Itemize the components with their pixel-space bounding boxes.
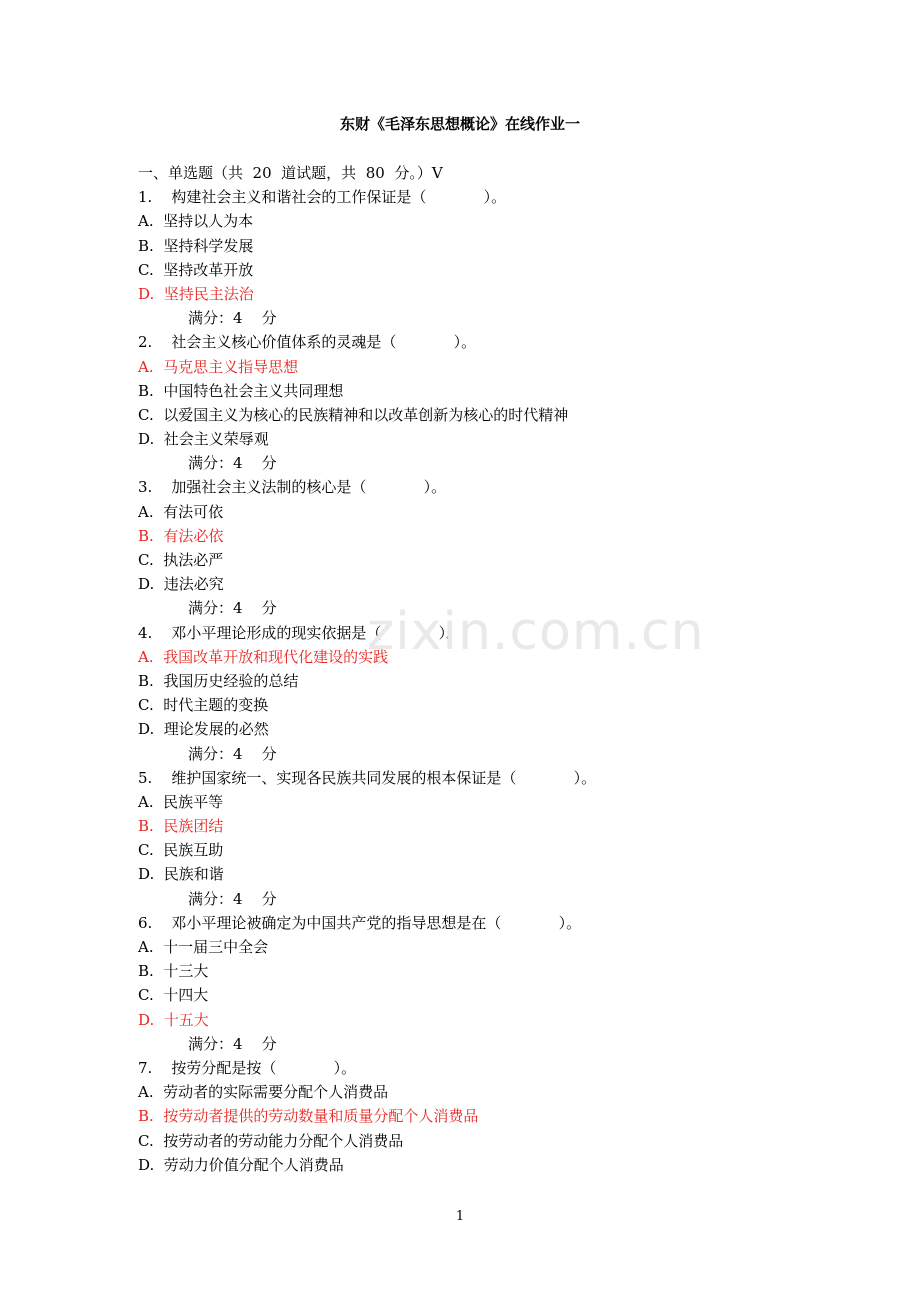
option: B. 十三大 [138,962,209,981]
question-block [138,766,778,911]
question-block [138,911,778,1056]
option: B. 坚持科学发展 [138,236,254,255]
question-stem: 6. 邓小平理论被确定为中国共产党的指导思想是在（ ）。 [138,913,582,932]
option: C. 坚持改革开放 [138,260,254,279]
question-block [138,475,778,620]
question-list [138,161,778,1177]
question-block [138,330,778,475]
score-line: 满分：4 分 [188,309,277,328]
question-stem: 5. 维护国家统一、实现各民族共同发展的根本保证是（ ）。 [138,768,597,787]
question-stem: 7. 按劳分配是按（ ）。 [138,1058,357,1077]
score-line: 满分：4 分 [188,1034,277,1053]
question-stem: 1. 构建社会主义和谐社会的工作保证是（ ）。 [138,188,507,207]
option: C. 以爱国主义为核心的民族精神和以改革创新为核心的时代精神 [138,405,569,424]
option-correct: B. 民族团结 [138,817,224,836]
score-line: 满分：4 分 [188,454,277,473]
questions-container [138,185,778,1177]
option-correct: D. 坚持民主法治 [138,284,254,303]
question-stem: 2. 社会主义核心价值体系的灵魂是（ ）。 [138,333,477,352]
question-block [138,185,778,330]
option-correct: B. 按劳动者提供的劳动数量和质量分配个人消费品 [138,1107,479,1126]
option: D. 违法必究 [138,575,224,594]
option: C. 执法必严 [138,551,224,569]
option: B. 中国特色社会主义共同理想 [138,381,344,400]
option: C. 民族互助 [138,841,224,860]
option: C. 时代主题的变换 [138,696,269,715]
option-correct: A. 我国改革开放和现代化建设的实践 [138,647,389,666]
score-line: 满分：4 分 [188,744,277,763]
option: D. 社会主义荣辱观 [138,430,269,449]
question-stem: 4. 邓小平理论形成的现实依据是（ ）。 [138,623,462,642]
option-correct: A. 马克思主义指导思想 [138,357,299,376]
option: A. 坚持以人为本 [138,212,254,231]
option: D. 民族和谐 [138,865,224,884]
document-title: 东财《毛泽东思想概论》在线作业一 [339,115,580,133]
watermark: zixin.com.cn [367,602,705,662]
option: C. 十四大 [138,986,209,1005]
option: B. 我国历史经验的总结 [138,671,299,690]
option: D. 劳动力价值分配个人消费品 [138,1155,344,1174]
section-header: 一、单选题（共 20 道试题，共 80 分。）V [138,164,443,182]
option: A. 民族平等 [138,792,224,811]
option: A. 劳动者的实际需要分配个人消费品 [138,1083,389,1102]
question-stem: 3. 加强社会主义法制的核心是（ ）。 [138,478,447,497]
option: C. 按劳动者的劳动能力分配个人消费品 [138,1131,404,1150]
option: A. 十一届三中全会 [138,938,269,956]
page-number: 1 [455,1209,465,1224]
score-line: 满分：4 分 [188,599,277,618]
option-correct: D. 十五大 [138,1010,209,1029]
option: D. 理论发展的必然 [138,720,269,739]
question-block [138,1056,778,1177]
score-line: 满分：4 分 [188,889,277,908]
question-block [138,621,778,766]
option-correct: B. 有法必依 [138,526,224,545]
option: A. 有法可依 [138,502,224,521]
